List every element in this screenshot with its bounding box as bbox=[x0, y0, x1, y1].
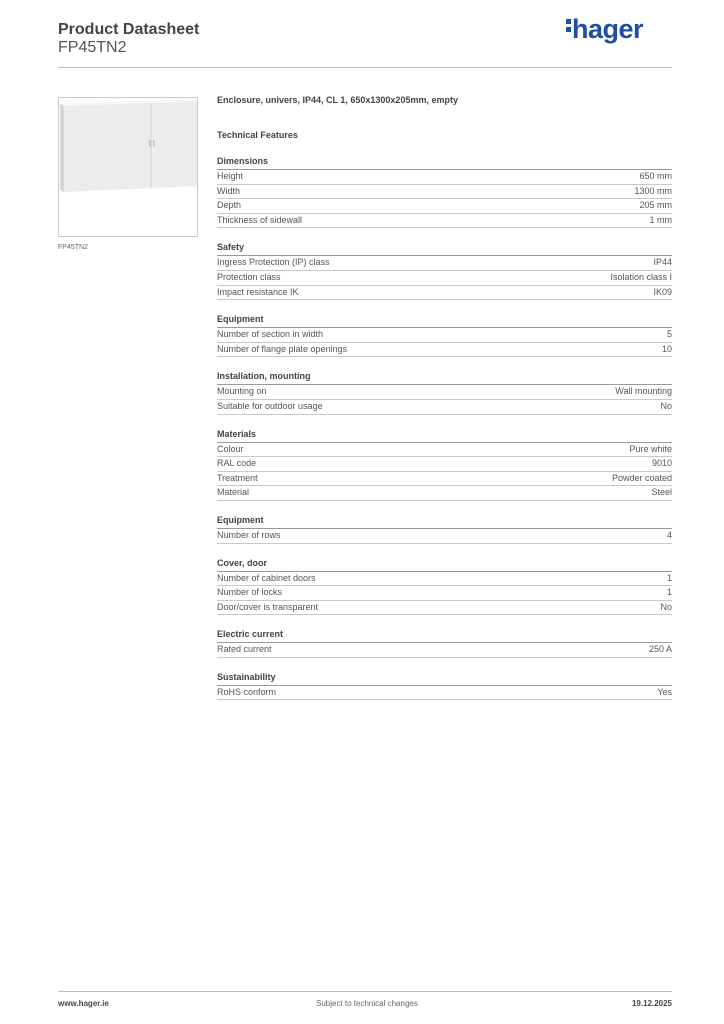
product-image-caption: FP45TN2 bbox=[58, 244, 88, 251]
spec-value: 650 mm bbox=[639, 171, 672, 181]
spec-label: Number of cabinet doors bbox=[217, 572, 316, 583]
spec-label: Impact resistance IK bbox=[217, 286, 299, 297]
spec-row bbox=[217, 443, 672, 458]
spec-label: Number of rows bbox=[217, 529, 281, 540]
spec-label: Treatment bbox=[217, 472, 258, 483]
spec-value: IP44 bbox=[653, 257, 672, 268]
spec-label: Suitable for outdoor usage bbox=[217, 400, 323, 411]
spec-label: Width bbox=[217, 185, 241, 196]
product-code: FP45TN2 bbox=[58, 39, 127, 56]
spec-group-title: Electric current bbox=[217, 629, 672, 643]
spec-value: Pure white bbox=[629, 443, 672, 454]
spec-label: RAL code bbox=[217, 458, 257, 469]
spec-label: Depth bbox=[217, 200, 242, 211]
spec-row bbox=[217, 572, 672, 587]
spec-value: 4 bbox=[666, 529, 672, 540]
spec-label: Protection class bbox=[217, 271, 281, 282]
spec-label: Thickness of sidewall bbox=[217, 214, 303, 225]
spec-label: Door/cover is transparent bbox=[217, 601, 319, 612]
spec-label: Height bbox=[217, 171, 244, 181]
spec-label: Mounting on bbox=[217, 386, 267, 397]
spec-row bbox=[217, 343, 672, 358]
spec-value: Isolation class I bbox=[610, 271, 672, 282]
spec-label: RoHS conform bbox=[217, 686, 277, 697]
page-title: Product Datasheet bbox=[58, 21, 200, 38]
spec-row bbox=[217, 686, 672, 701]
spec-value: No bbox=[660, 601, 672, 612]
product-image-frame bbox=[58, 97, 198, 237]
spec-group-title: Cover, door bbox=[217, 558, 672, 572]
spec-row bbox=[217, 185, 672, 200]
spec-group-title: Materials bbox=[217, 429, 672, 443]
spec-value: Steel bbox=[651, 487, 672, 498]
spec-row bbox=[217, 214, 672, 229]
spec-value: 1 bbox=[666, 587, 672, 598]
hager-logo bbox=[566, 14, 643, 45]
spec-group-title: Safety bbox=[217, 242, 672, 256]
footer-date: 19.12.2025 bbox=[631, 999, 672, 1008]
spec-row bbox=[217, 529, 672, 544]
spec-row bbox=[217, 286, 672, 301]
spec-group-title: Dimensions bbox=[217, 156, 672, 170]
spec-value: Yes bbox=[657, 686, 672, 697]
spec-value: 1300 mm bbox=[634, 185, 672, 196]
spec-row bbox=[217, 601, 672, 616]
header-divider bbox=[58, 67, 672, 68]
spec-value: IK09 bbox=[653, 286, 672, 297]
spec-row bbox=[217, 400, 672, 415]
spec-value: 1 mm bbox=[649, 214, 672, 225]
spec-value: No bbox=[660, 400, 672, 411]
spec-group-title: Installation, mounting bbox=[217, 371, 672, 385]
spec-row bbox=[217, 643, 672, 658]
spec-label: Rated current bbox=[217, 644, 272, 655]
specification-table bbox=[217, 95, 672, 700]
spec-value: 205 mm bbox=[639, 200, 672, 211]
spec-label: Material bbox=[217, 487, 250, 498]
footer-website: www.hager.ie bbox=[58, 999, 109, 1008]
spec-row bbox=[217, 385, 672, 400]
spec-value: Wall mounting bbox=[615, 386, 672, 397]
spec-label: Number of section in width bbox=[217, 329, 324, 340]
spec-label: Number of locks bbox=[217, 587, 283, 598]
logo-wordmark: hager bbox=[572, 14, 644, 44]
spec-row bbox=[217, 199, 672, 214]
product-description: Enclosure, univers, IP44, CL 1, 650x1300x205mm, empty bbox=[217, 95, 458, 105]
spec-row bbox=[217, 328, 672, 343]
footer-divider bbox=[58, 991, 672, 992]
spec-group-title: Equipment bbox=[217, 515, 672, 529]
spec-label: Ingress Protection (IP) class bbox=[217, 257, 330, 268]
spec-row bbox=[217, 271, 672, 286]
spec-group-title: Equipment bbox=[217, 314, 672, 328]
spec-value: 10 bbox=[661, 343, 672, 354]
spec-value: Powder coated bbox=[611, 472, 672, 483]
spec-row bbox=[217, 472, 672, 487]
spec-value: 5 bbox=[666, 329, 672, 340]
spec-value: 9010 bbox=[651, 458, 672, 469]
spec-row bbox=[217, 170, 672, 185]
spec-label: Colour bbox=[217, 443, 244, 454]
spec-label: Number of flange plate openings bbox=[217, 343, 348, 354]
technical-features-heading: Technical Features bbox=[217, 130, 298, 140]
spec-row bbox=[217, 486, 672, 501]
spec-group-title: Sustainability bbox=[217, 672, 672, 686]
logo-colon-icon bbox=[566, 16, 572, 35]
enclosure-product-image bbox=[59, 98, 197, 236]
spec-row bbox=[217, 256, 672, 271]
spec-row bbox=[217, 457, 672, 472]
spec-value: 250 A bbox=[648, 644, 672, 655]
spec-row bbox=[217, 586, 672, 601]
spec-value: 1 bbox=[666, 572, 672, 583]
footer-notice: Subject to technical changes bbox=[316, 999, 418, 1008]
